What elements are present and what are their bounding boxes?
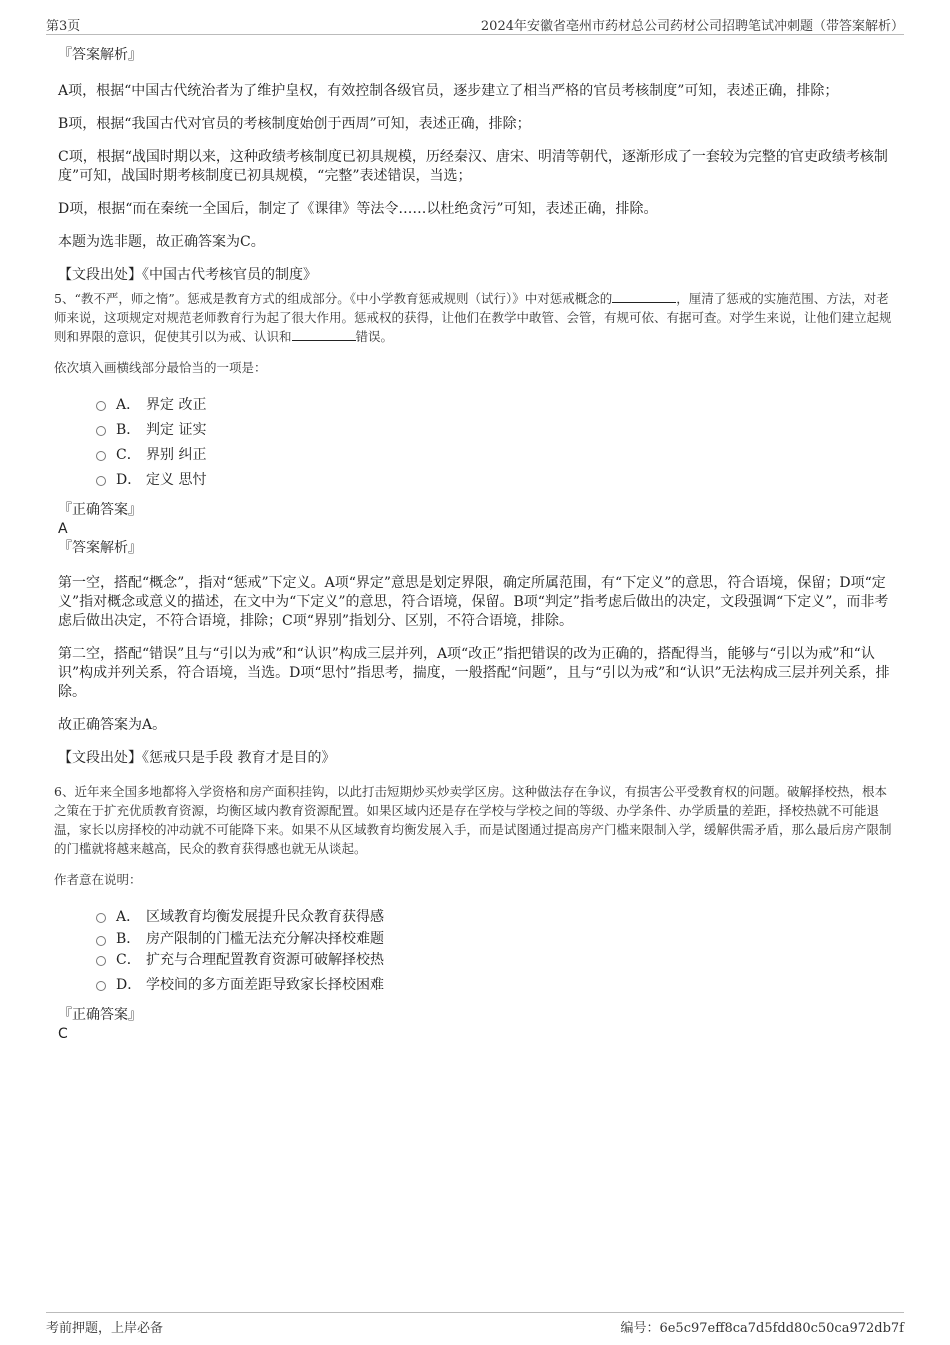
q4-conclusion: 本题为选非题，故正确答案为C。 bbox=[58, 234, 265, 250]
q5-prompt: 依次填入画横线部分最恰当的一项是： bbox=[54, 360, 267, 375]
q5-analysis-label: 『答案解析』 bbox=[58, 540, 142, 556]
page-header bbox=[46, 12, 904, 35]
q5-stem: 5、“教不严，师之惰”。惩戒是教育方式的组成部分。《中小学教育惩戒规则（试行）》中对惩戒概念的 ，厘清了惩戒的实施范围、方法，对老师来说，这项规定对规范老师教育行为起了很大作用。惩戒权的获得，让他们在教学中敢管、会管，有规可依、有据可查。对学生来说，让他们建立起规则和界限的意识，促使其引以为戒、认识和 错误。 bbox=[54, 291, 892, 344]
q5-analysis-2: 第二空，搭配“错误”且与“引以为戒”和“认识”构成三层并列，A项“改正”指把错误的改为正确的，搭配得当，能够与“引以为戒”和“认识”构成并列关系，符合语境，当选。D项“思忖”指思考，揣度，一般搭配“问题”，且与“引以为戒”和“认识”无法构成三层并列关系，排除。 bbox=[58, 646, 890, 700]
radio-icon[interactable] bbox=[96, 913, 106, 923]
q5-option-d[interactable]: D． 定义 思忖 bbox=[58, 468, 894, 493]
q6-option-a[interactable]: A． 区域教育均衡发展提升民众教育获得感 bbox=[58, 905, 894, 930]
page-footer bbox=[46, 1312, 904, 1335]
q4-analysis-b: B项，根据“我国古代对官员的考核制度始创于西周”可知，表述正确，排除； bbox=[58, 116, 531, 132]
page-content bbox=[54, 46, 894, 1044]
q5-options bbox=[58, 393, 894, 493]
radio-icon[interactable] bbox=[96, 476, 106, 486]
document-title: 2024年安徽省亳州市药材总公司药材公司招聘笔试冲刺题（带答案解析） bbox=[480, 19, 904, 34]
q5-analysis-1: 第一空，搭配“概念”，指对“惩戒”下定义。A项“界定”意思是划定界限，确定所属范围，有“下定义”的意思，符合语境，保留；D项“定义”指对概念或意义的描述，在文中为“下定义”的意思，符合语境，保留。B项“判定”指考虑后做出的决定，文段强调“下定义”，而非考虑后做出决定，不符合语境，排除；C项“界别”指划分、区别，不符合语境，排除。 bbox=[58, 575, 889, 629]
radio-icon[interactable] bbox=[96, 956, 106, 966]
radio-icon[interactable] bbox=[96, 401, 106, 411]
q6-answer: C bbox=[58, 1026, 68, 1042]
q5-conclusion: 故正确答案为A。 bbox=[58, 717, 167, 733]
q5-option-a[interactable]: A． 界定 改正 bbox=[58, 393, 894, 418]
q6-options bbox=[58, 905, 894, 998]
q5-answer: A bbox=[58, 521, 68, 537]
q5-blank-1 bbox=[612, 289, 676, 303]
q6-prompt: 作者意在说明： bbox=[54, 872, 142, 887]
q4-analysis-c: C项，根据“战国时期以来，这种政绩考核制度已初具规模，历经秦汉、唐宋、明清等朝代，逐渐形成了一套较为完整的官吏政绩考核制度”可知，战国时期考核制度已初具规模，“完整”表述错误，当选； bbox=[58, 149, 888, 184]
document-code: 编号：6e5c97eff8ca7d5fdd80c50ca972db7f bbox=[620, 1321, 904, 1336]
footer-slogan: 考前押题，上岸必备 bbox=[46, 1321, 164, 1336]
page-number: 第3页 bbox=[46, 19, 81, 34]
q6-answer-label: 『正确答案』 bbox=[58, 1007, 142, 1023]
q6-option-b[interactable]: B． 房产限制的门槛无法充分解决择校难题 bbox=[58, 930, 894, 948]
q5-option-c[interactable]: C． 界别 纠正 bbox=[58, 443, 894, 468]
radio-icon[interactable] bbox=[96, 936, 106, 946]
q4-analysis-a: A项，根据“中国古代统治者为了维护皇权，有效控制各级官员，逐步建立了相当严格的官员考核制度”可知，表述正确，排除； bbox=[58, 83, 839, 99]
q5-option-b[interactable]: B． 判定 证实 bbox=[58, 418, 894, 443]
q5-answer-label: 『正确答案』 bbox=[58, 502, 142, 518]
q5-blank-2 bbox=[292, 327, 356, 341]
radio-icon[interactable] bbox=[96, 451, 106, 461]
q6-option-d[interactable]: D． 学校间的多方面差距导致家长择校困难 bbox=[58, 973, 894, 998]
q4-analysis-label: 『答案解析』 bbox=[58, 47, 142, 63]
q4-analysis-d: D项，根据“而在秦统一全国后，制定了《课律》等法令……以杜绝贪污”可知，表述正确，排除。 bbox=[58, 201, 658, 217]
radio-icon[interactable] bbox=[96, 981, 106, 991]
q4-source: 【文段出处】《中国古代考核官员的制度》 bbox=[58, 267, 317, 283]
q5-source: 【文段出处】《惩戒只是手段 教育才是目的》 bbox=[58, 750, 336, 766]
q6-stem: 6、近年来全国多地都将入学资格和房产面积挂钩，以此打击短期炒买炒卖学区房。这种做法存在争议，有损害公平受教育权的问题。破解择校热，根本之策在于扩充优质教育资源，均衡区域内教育资源配置。如果区域内还是存在学校与学校之间的等级、办学条件、办学质量的差距，择校热就不可能退温，家长以房择校的冲动就不可能降下来。如果不从区域教育均衡发展入手，而是试图通过提高房产门槛来限制入学，缓解供需矛盾，那么最后房产限制的门槛就将越来越高，民众的教育获得感也就无从谈起。 bbox=[54, 784, 892, 856]
radio-icon[interactable] bbox=[96, 426, 106, 436]
q6-option-c[interactable]: C． 扩充与合理配置教育资源可破解择校热 bbox=[58, 948, 894, 973]
